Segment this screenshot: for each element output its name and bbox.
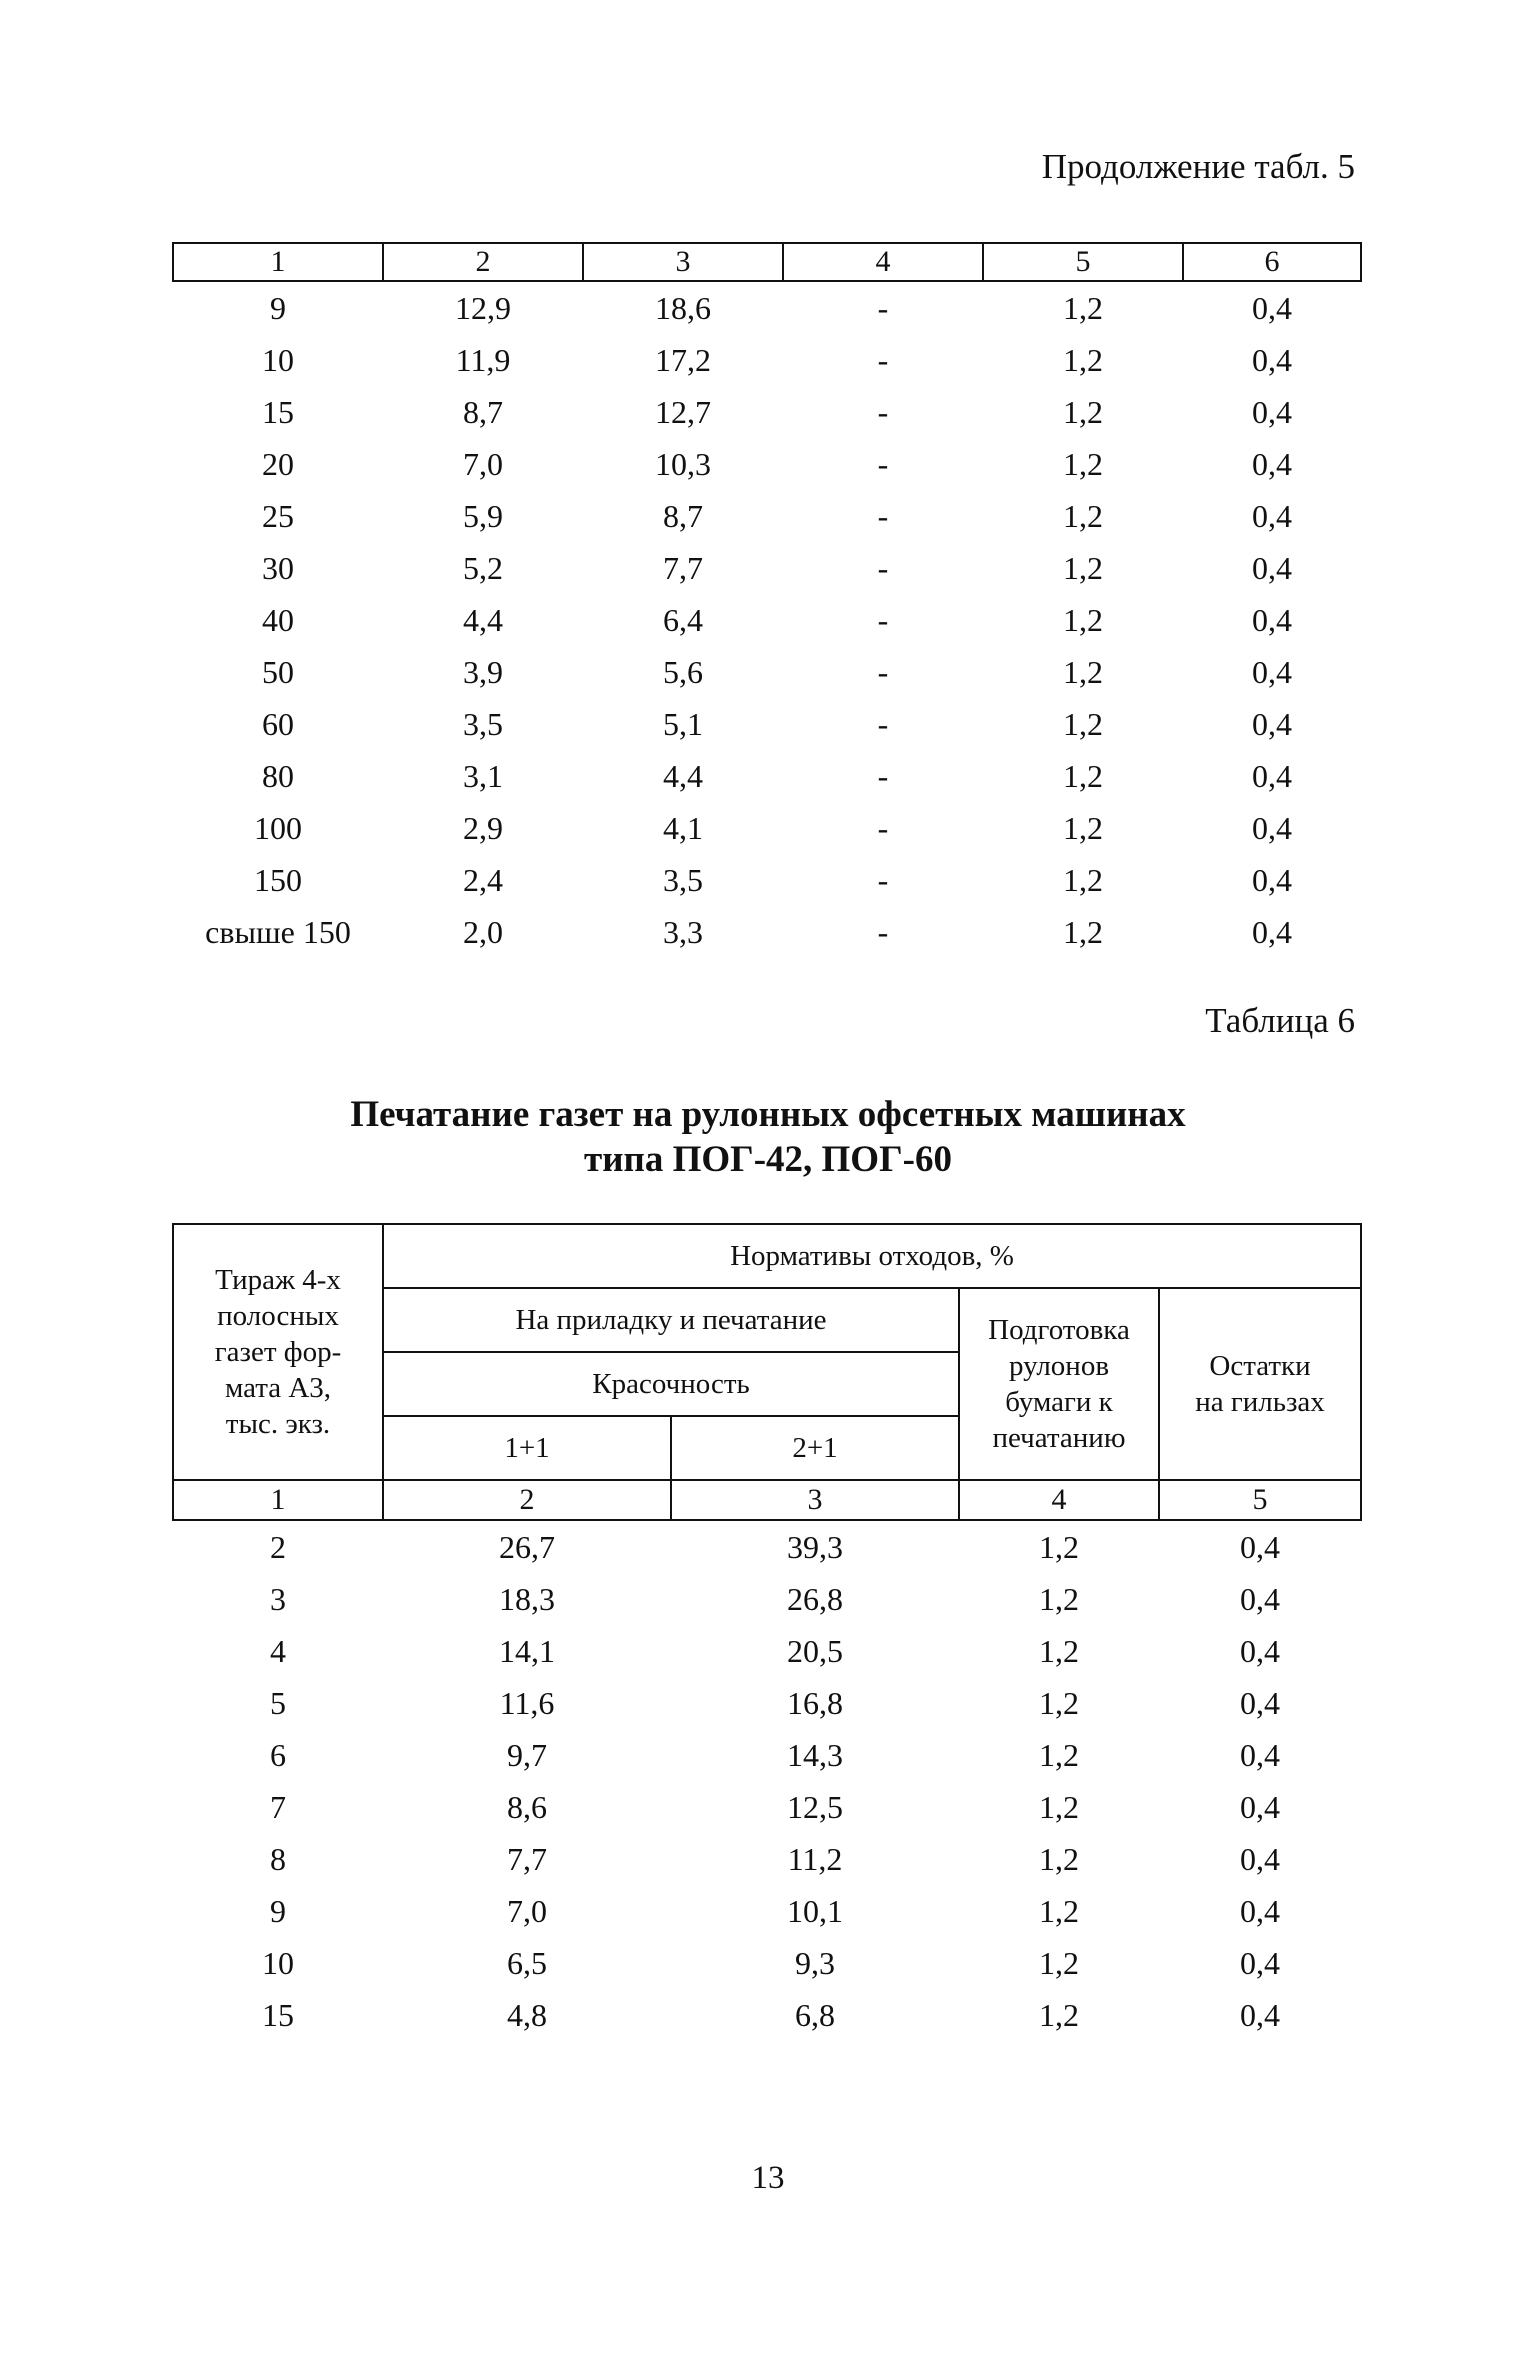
table-cell: - [877, 602, 889, 638]
colorfulness-header: Красочность [383, 1352, 959, 1416]
table-cell: 10,3 [655, 446, 711, 482]
table-row [173, 438, 1361, 490]
table-cell: 0,4 [1252, 758, 1292, 794]
table-cell: 9 [270, 1893, 286, 1929]
core-remnants-header: Остатки на гильзах [1159, 1288, 1361, 1480]
table-cell: 50 [262, 654, 294, 690]
color-1-1-header: 1+1 [383, 1416, 671, 1480]
column-number: 6 [1183, 243, 1361, 281]
column-number: 4 [783, 243, 983, 281]
table-cell: 8,6 [507, 1789, 547, 1825]
table-cell: 1,2 [1063, 498, 1103, 534]
table-cell: 1,2 [1063, 394, 1103, 430]
table-cell: 14,1 [499, 1633, 555, 1669]
table-cell: 40 [262, 602, 294, 638]
column-number: 2 [383, 1480, 671, 1520]
table-cell: 0,4 [1252, 290, 1292, 326]
table-cell: 1,2 [1063, 602, 1103, 638]
table-cell: 6 [270, 1737, 286, 1773]
table-cell: 2,9 [463, 810, 503, 846]
table-cell: 26,7 [499, 1529, 555, 1565]
table-cell: 1,2 [1063, 446, 1103, 482]
table-row [173, 1989, 1361, 2041]
table-row [173, 386, 1361, 438]
table-cell: 10 [262, 1945, 294, 1981]
table-cell: 0,4 [1252, 394, 1292, 430]
table-cell: 10 [262, 342, 294, 378]
table-cell: 5,9 [463, 498, 503, 534]
table-row [173, 854, 1361, 906]
table-cell: 12,7 [655, 394, 711, 430]
table-cell: 5,2 [463, 550, 503, 586]
table-cell: 5,1 [663, 706, 703, 742]
table-cell: 1,2 [1039, 1997, 1079, 2033]
table-cell: 1,2 [1039, 1529, 1079, 1565]
table-cell: 1,2 [1063, 914, 1103, 950]
table-6 [172, 1223, 1362, 2041]
color-2-1-header: 2+1 [671, 1416, 959, 1480]
table-cell: 18,6 [655, 290, 711, 326]
table-cell: - [877, 862, 889, 898]
table-cell: 1,2 [1063, 342, 1103, 378]
column-number: 3 [583, 243, 783, 281]
table-cell: 8 [270, 1841, 286, 1877]
column-number: 3 [671, 1480, 959, 1520]
table-cell: 9,3 [795, 1945, 835, 1981]
table-cell: - [877, 290, 889, 326]
continuation-label: Продолжение табл. 5 [1041, 147, 1355, 186]
table-cell: 6,4 [663, 602, 703, 638]
table-cell: 0,4 [1252, 446, 1292, 482]
table-cell: 4,8 [507, 1997, 547, 2033]
table-cell: 20 [262, 446, 294, 482]
column-number: 1 [173, 1480, 383, 1520]
table-row [173, 594, 1361, 646]
table-cell: 3,3 [663, 914, 703, 950]
table-cell: 1,2 [1039, 1841, 1079, 1877]
table-cell: 4,1 [663, 810, 703, 846]
table-cell: 1,2 [1063, 290, 1103, 326]
table-cell: 6,8 [795, 1997, 835, 2033]
table-row [173, 542, 1361, 594]
table-cell: - [877, 810, 889, 846]
table-cell: 0,4 [1252, 498, 1292, 534]
table-row [173, 750, 1361, 802]
table-cell: 7,0 [463, 446, 503, 482]
table-row [173, 1625, 1361, 1677]
table-row [173, 281, 1361, 334]
table-cell: 0,4 [1240, 1737, 1281, 1773]
table-cell: 11,9 [455, 342, 511, 378]
table-cell: 17,2 [655, 342, 711, 378]
table-cell: 11,2 [787, 1841, 843, 1877]
table-cell: 3,5 [663, 862, 703, 898]
table-cell: 1,2 [1063, 706, 1103, 742]
table-cell: 4,4 [463, 602, 503, 638]
table-cell: 0,4 [1240, 1633, 1281, 1669]
column-number-row [173, 243, 1361, 281]
table-cell: 0,4 [1240, 1945, 1281, 1981]
column-number: 4 [959, 1480, 1159, 1520]
table-cell: 1,2 [1039, 1581, 1079, 1617]
table-row [173, 1729, 1361, 1781]
table-cell: 14,3 [787, 1737, 843, 1773]
table-cell: 0,4 [1252, 810, 1292, 846]
table-cell: 150 [254, 862, 302, 898]
table-cell: свыше 150 [205, 914, 351, 950]
table-row [173, 1520, 1361, 1573]
table-cell: 0,4 [1240, 1997, 1281, 2033]
makeready-printing-header: На приладку и печатание [383, 1288, 959, 1352]
table-cell: 8,7 [463, 394, 503, 430]
table-row [173, 1677, 1361, 1729]
table-cell: 12,9 [455, 290, 511, 326]
table-cell: - [877, 446, 889, 482]
table-cell: 10,1 [787, 1893, 843, 1929]
table-cell: 7 [270, 1789, 286, 1825]
column-number: 5 [1159, 1480, 1361, 1520]
table-cell: - [877, 706, 889, 742]
table-cell: 39,3 [787, 1529, 843, 1565]
table-cell: 3,9 [463, 654, 503, 690]
table-cell: - [877, 394, 889, 430]
table-cell: 26,8 [787, 1581, 843, 1617]
table-cell: 7,0 [507, 1893, 547, 1929]
circulation-header: Тираж 4-х полосных газет фор- мата А3, тыс. экз. [173, 1224, 383, 1480]
table-cell: 0,4 [1252, 602, 1292, 638]
table-5-continuation [172, 242, 1362, 958]
roll-preparation-header: Подготовка рулонов бумаги к печатанию [959, 1288, 1159, 1480]
table-cell: 15 [262, 1997, 294, 2033]
table-cell: 9 [270, 290, 286, 326]
table-cell: 9,7 [507, 1737, 547, 1773]
table-row [173, 1781, 1361, 1833]
table-row [173, 906, 1361, 958]
table-cell: 1,2 [1063, 862, 1103, 898]
table-row [173, 698, 1361, 750]
table-cell: 1,2 [1063, 654, 1103, 690]
table-cell: - [877, 758, 889, 794]
table-cell: 60 [262, 706, 294, 742]
table-6-title-line-1: Печатание газет на рулонных офсетных машинах [350, 1094, 1186, 1135]
table-cell: 0,4 [1240, 1529, 1281, 1565]
table-cell: 0,4 [1252, 862, 1292, 898]
table-cell: 1,2 [1039, 1737, 1079, 1773]
table-cell: 0,4 [1240, 1685, 1281, 1721]
table-cell: 7,7 [507, 1841, 547, 1877]
table-cell: 16,8 [787, 1685, 843, 1721]
table-cell: 0,4 [1240, 1581, 1281, 1617]
table-cell: 3,1 [463, 758, 503, 794]
table-cell: 11,6 [499, 1685, 555, 1721]
table-cell: 2,0 [463, 914, 503, 950]
table-cell: - [877, 654, 889, 690]
column-number: 1 [173, 243, 383, 281]
table-cell: 6,5 [507, 1945, 547, 1981]
table-cell: 0,4 [1252, 654, 1292, 690]
table-cell: 2,4 [463, 862, 503, 898]
table-row [173, 646, 1361, 698]
table-cell: 3 [270, 1581, 286, 1617]
table-cell: 1,2 [1063, 810, 1103, 846]
table-cell: 15 [262, 394, 294, 430]
table-cell: - [877, 342, 889, 378]
table-row [173, 1885, 1361, 1937]
table-cell: 0,4 [1240, 1841, 1281, 1877]
table-cell: 0,4 [1252, 706, 1292, 742]
table-row [173, 1937, 1361, 1989]
waste-norms-header: Нормативы отходов, % [383, 1224, 1361, 1288]
table-cell: 20,5 [787, 1633, 843, 1669]
table-cell: 8,7 [663, 498, 703, 534]
column-number: 2 [383, 243, 583, 281]
table-cell: 1,2 [1039, 1945, 1079, 1981]
table-cell: 1,2 [1039, 1633, 1079, 1669]
table-row [173, 1833, 1361, 1885]
table-cell: 1,2 [1063, 550, 1103, 586]
table-6-title-line-2: типа ПОГ-42, ПОГ-60 [584, 1139, 952, 1180]
table-6-label: Таблица 6 [1205, 1001, 1355, 1040]
table-cell: 5,6 [663, 654, 703, 690]
table-row [173, 802, 1361, 854]
table-cell: 3,5 [463, 706, 503, 742]
table-row [173, 1573, 1361, 1625]
table-cell: - [877, 498, 889, 534]
page-number: 13 [751, 2160, 785, 2196]
table-cell: - [877, 914, 889, 950]
table-row [173, 490, 1361, 542]
table-cell: 2 [270, 1529, 286, 1565]
table-cell: 100 [254, 810, 302, 846]
table-cell: 0,4 [1252, 914, 1292, 950]
table-cell: 4,4 [663, 758, 703, 794]
table-cell: 0,4 [1240, 1893, 1281, 1929]
table-cell: 0,4 [1252, 550, 1292, 586]
table-cell: 1,2 [1063, 758, 1103, 794]
table-cell: 12,5 [787, 1789, 843, 1825]
table-cell: 7,7 [663, 550, 703, 586]
table-row [173, 334, 1361, 386]
table-cell: 18,3 [499, 1581, 555, 1617]
table-cell: 0,4 [1240, 1789, 1281, 1825]
table-cell: 4 [270, 1633, 286, 1669]
table-cell: 1,2 [1039, 1789, 1079, 1825]
table-cell: 1,2 [1039, 1893, 1079, 1929]
table-cell: 25 [262, 498, 294, 534]
table-cell: 5 [270, 1685, 286, 1721]
column-number: 5 [983, 243, 1183, 281]
table-cell: 0,4 [1252, 342, 1292, 378]
table-cell: 80 [262, 758, 294, 794]
table-cell: 30 [262, 550, 294, 586]
table-cell: 1,2 [1039, 1685, 1079, 1721]
column-number-row [173, 1480, 1361, 1520]
table-cell: - [877, 550, 889, 586]
